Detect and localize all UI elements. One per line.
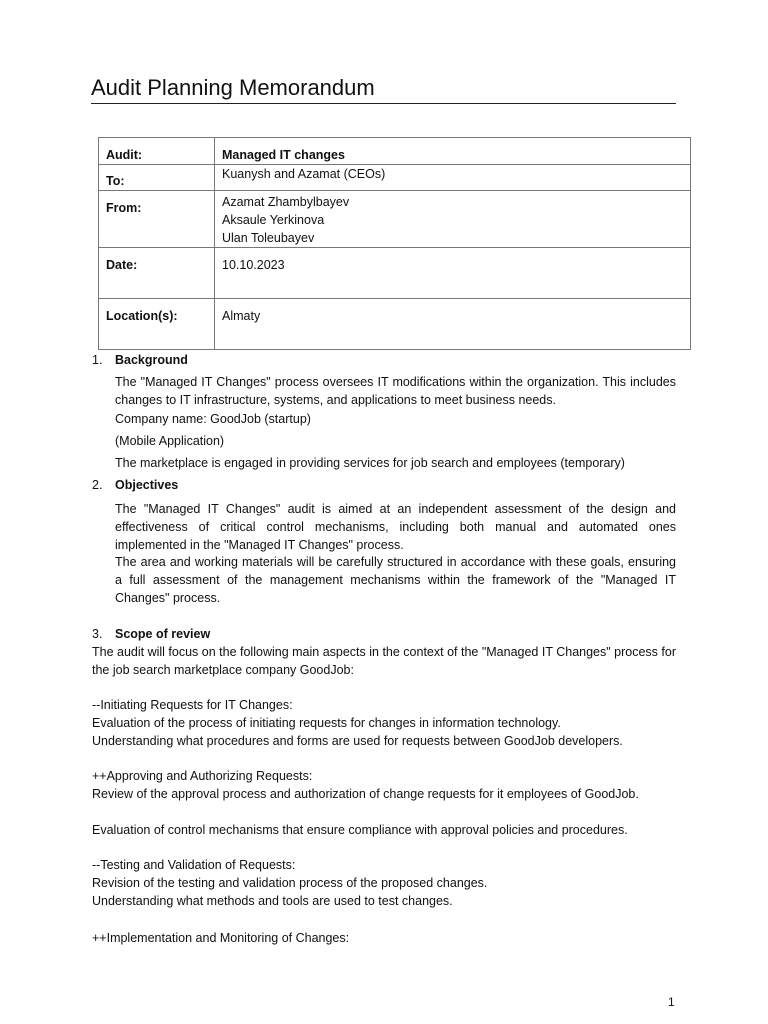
from-value: Ulan Toleubayev xyxy=(222,231,315,245)
scope-item-line: Evaluation of the process of initiating requests for changes in information technology. xyxy=(92,716,561,730)
background-paragraph: The "Managed IT Changes" process oversees IT modifications within the organization. This includes changes to IT infrastructure, systems, and applications to meet business needs. xyxy=(115,375,676,407)
table-row-audit xyxy=(99,138,691,165)
location-label: Location(s): xyxy=(99,299,215,350)
audit-value: Managed IT changes xyxy=(215,138,691,165)
from-value: Aksaule Yerkinova xyxy=(222,213,325,227)
section-heading-scope: Scope of review xyxy=(115,627,211,641)
from-label: From: xyxy=(99,191,215,248)
table-row-from xyxy=(99,191,691,248)
section-heading-objectives: Objectives xyxy=(115,478,179,492)
page-title: Audit Planning Memorandum xyxy=(91,74,676,104)
date-value: 10.10.2023 xyxy=(215,248,691,299)
section-number-scope: 3. xyxy=(92,627,103,641)
date-label: Date: xyxy=(99,248,215,299)
to-label: To: xyxy=(99,165,215,191)
objectives-paragraph-2: The area and working materials will be carefully structured in accordance with these goals, ensuring a full assessment of the management mechanisms within the framework of the "Managed IT Changes" process. xyxy=(115,555,676,605)
scope-item-line: Review of the approval process and authorization of change requests for it employees of GoodJob. xyxy=(92,787,639,801)
scope-item-title: --Testing and Validation of Requests: xyxy=(92,858,296,872)
scope-intro: The audit will focus on the following main aspects in the context of the "Managed IT Changes" process for the job search marketplace company GoodJob: xyxy=(92,645,676,677)
location-value: Almaty xyxy=(215,299,691,350)
section-heading-background: Background xyxy=(115,353,188,367)
background-marketplace: The marketplace is engaged in providing services for job search and employees (temporary) xyxy=(115,456,625,470)
table-row-to xyxy=(99,165,691,191)
from-value: Azamat Zhambylbayev xyxy=(222,195,350,209)
from-values xyxy=(215,191,691,248)
scope-item-title: ++Implementation and Monitoring of Changes: xyxy=(92,931,350,945)
memo-header-table xyxy=(98,137,691,350)
scope-item-line: Revision of the testing and validation process of the proposed changes. xyxy=(92,876,488,890)
scope-item-title: --Initiating Requests for IT Changes: xyxy=(92,698,293,712)
objectives-paragraph-1: The "Managed IT Changes" audit is aimed at an independent assessment of the design and effectiveness of critical control mechanisms, including both manual and automated ones implemented in the "Managed IT Changes" process. xyxy=(115,502,676,552)
scope-item-line: Understanding what methods and tools are used to test changes. xyxy=(92,894,453,908)
background-company-name: Company name: GoodJob (startup) xyxy=(115,412,311,426)
table-row-location xyxy=(99,299,691,350)
scope-item-title: ++Approving and Authorizing Requests: xyxy=(92,769,313,783)
table-row-date xyxy=(99,248,691,299)
scope-item-line: Understanding what procedures and forms are used for requests between GoodJob developers. xyxy=(92,734,623,748)
scope-item-line: Evaluation of control mechanisms that ensure compliance with approval policies and procedures. xyxy=(92,823,628,837)
to-value: Kuanysh and Azamat (CEOs) xyxy=(215,165,691,191)
page-number: 1 xyxy=(668,995,675,1009)
section-number-background: 1. xyxy=(92,353,103,367)
section-number-objectives: 2. xyxy=(92,478,103,492)
background-app-type: (Mobile Application) xyxy=(115,434,225,448)
audit-label: Audit: xyxy=(99,138,215,165)
